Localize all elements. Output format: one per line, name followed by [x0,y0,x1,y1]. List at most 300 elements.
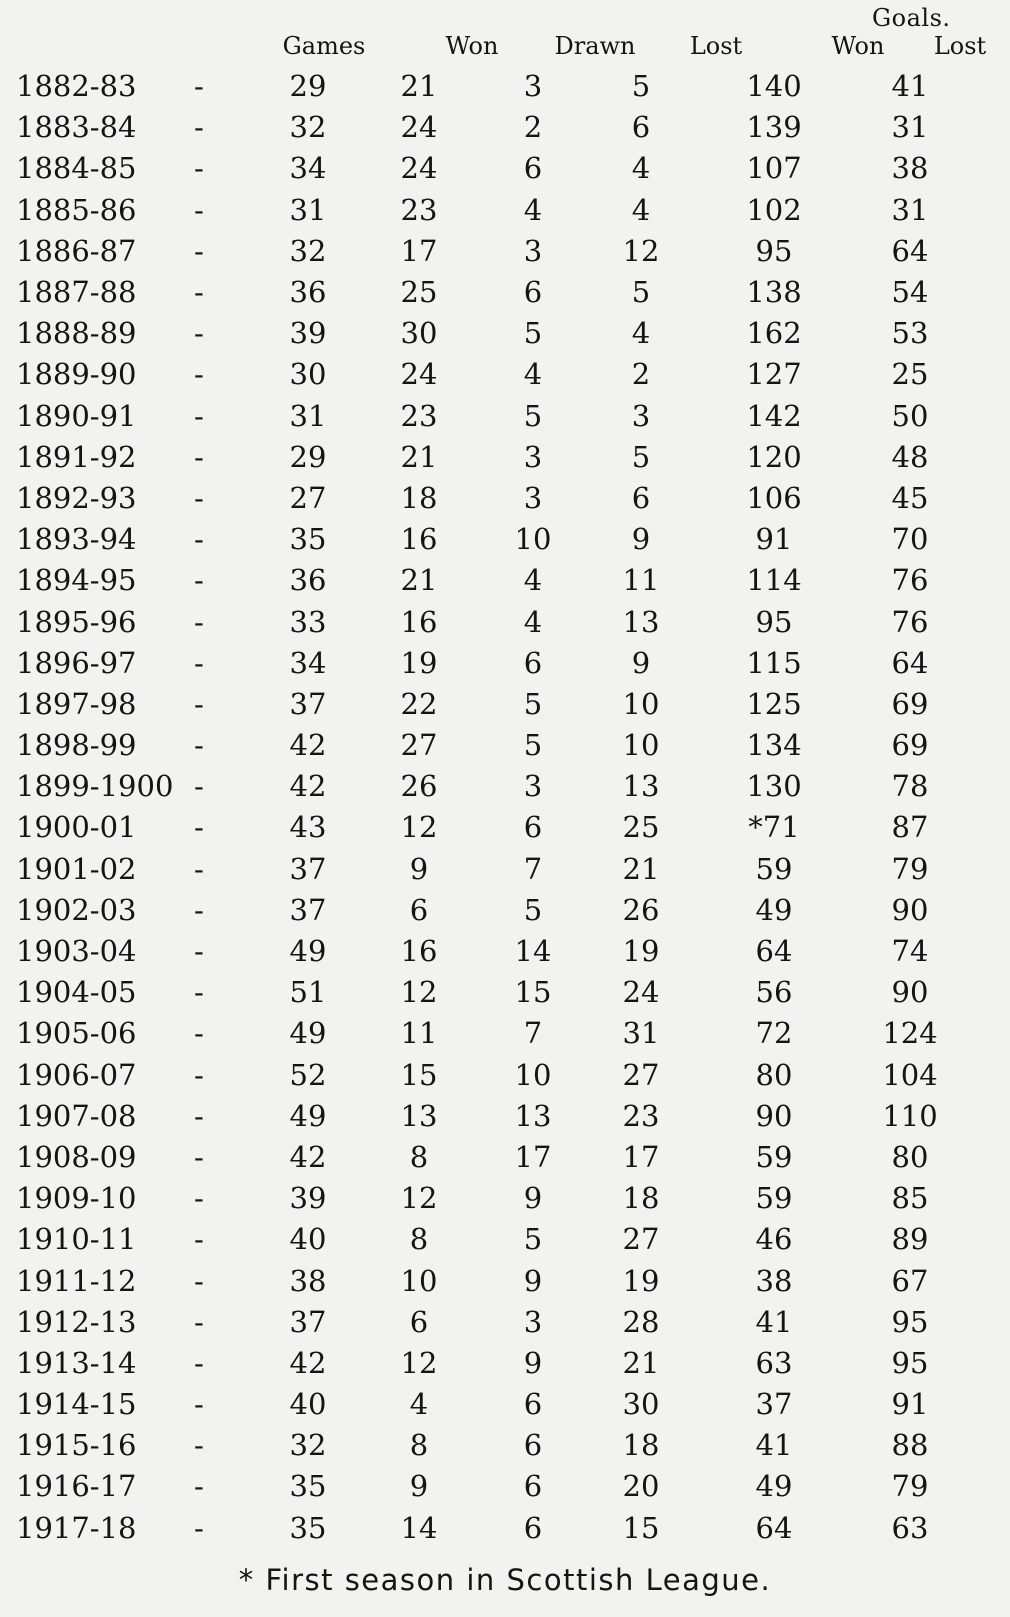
cell-goals-lost: 80 [891,1139,929,1174]
cell-drawn: 3 [523,69,543,104]
cell-goals-won: 59 [755,1139,793,1174]
cell-games: 29 [289,69,327,104]
cell-games: 32 [289,1428,327,1463]
cell-goals-won: 114 [746,563,802,598]
cell-lost: 9 [631,645,651,680]
cell-drawn: 6 [523,1387,543,1422]
cell-season: 1884-85 [16,151,137,186]
table-row [10,807,966,848]
cell-goals-won: 59 [755,1181,793,1216]
cell-goals-won: 80 [755,1057,793,1092]
cell-dash: - [194,892,204,927]
season-records-body [10,66,966,1549]
cell-goals-lost: 50 [891,398,929,433]
cell-goals-lost: 53 [891,316,929,351]
cell-games: 49 [289,1016,327,1051]
cell-drawn: 5 [523,892,543,927]
cell-goals-lost: 85 [891,1181,929,1216]
table-row [10,972,966,1013]
cell-dash: - [194,439,204,474]
cell-won: 9 [409,851,429,886]
cell-season: 1885-86 [16,192,137,227]
cell-goals-won: 64 [755,1510,793,1545]
table-row [10,1466,966,1507]
cell-drawn: 5 [523,398,543,433]
cell-games: 36 [289,563,327,598]
table-row [10,396,966,437]
cell-season: 1883-84 [16,110,137,145]
cell-games: 39 [289,316,327,351]
cell-season: 1903-04 [16,934,137,969]
cell-dash: - [194,1387,204,1422]
cell-goals-lost: 31 [891,192,929,227]
cell-games: 42 [289,1139,327,1174]
table-row [10,66,966,107]
cell-dash: - [194,151,204,186]
cell-drawn: 4 [523,357,543,392]
cell-games: 36 [289,275,327,310]
cell-lost: 10 [622,728,660,763]
cell-goals-won: 120 [746,439,802,474]
cell-goals-won: 38 [755,1263,793,1298]
cell-won: 23 [400,192,438,227]
cell-won: 8 [409,1222,429,1257]
cell-drawn: 6 [523,1469,543,1504]
cell-drawn: 5 [523,316,543,351]
cell-goals-won: 90 [755,1098,793,1133]
cell-games: 40 [289,1387,327,1422]
cell-won: 8 [409,1428,429,1463]
cell-games: 40 [289,1222,327,1257]
cell-games: 37 [289,686,327,721]
cell-goals-won: 107 [746,151,802,186]
cell-games: 31 [289,192,327,227]
header-games: Games [282,32,366,60]
cell-drawn: 6 [523,810,543,845]
cell-games: 35 [289,522,327,557]
cell-season: 1908-09 [16,1139,137,1174]
cell-won: 16 [400,604,438,639]
table-row [10,643,966,684]
cell-dash: - [194,1222,204,1257]
cell-won: 24 [400,151,438,186]
table-row [10,107,966,148]
cell-season: 1904-05 [16,975,137,1010]
cell-dash: - [194,563,204,598]
cell-won: 21 [400,439,438,474]
cell-goals-lost: 48 [891,439,929,474]
cell-drawn: 10 [514,522,552,557]
cell-lost: 13 [622,769,660,804]
cell-goals-won: 41 [755,1304,793,1339]
cell-drawn: 10 [514,1057,552,1092]
cell-goals-won: 95 [755,233,793,268]
cell-drawn: 3 [523,1304,543,1339]
cell-goals-lost: 70 [891,522,929,557]
cell-goals-won: 138 [746,275,802,310]
cell-won: 22 [400,686,438,721]
cell-season: 1906-07 [16,1057,137,1092]
cell-dash: - [194,275,204,310]
cell-won: 21 [400,563,438,598]
cell-goals-lost: 91 [891,1387,929,1422]
cell-goals-won: *71 [748,810,800,845]
cell-games: 42 [289,728,327,763]
cell-goals-won: 130 [746,769,802,804]
cell-season: 1887-88 [16,275,137,310]
cell-goals-lost: 25 [891,357,929,392]
cell-goals-lost: 76 [891,604,929,639]
cell-lost: 17 [622,1139,660,1174]
cell-drawn: 4 [523,192,543,227]
cell-drawn: 3 [523,439,543,474]
cell-season: 1888-89 [16,316,137,351]
cell-goals-won: 41 [755,1428,793,1463]
cell-goals-lost: 63 [891,1510,929,1545]
cell-goals-lost: 88 [891,1428,929,1463]
cell-goals-lost: 90 [891,892,929,927]
header-goals-won: Won [831,32,885,60]
cell-drawn: 14 [514,934,552,969]
cell-dash: - [194,645,204,680]
cell-games: 37 [289,851,327,886]
table-row [10,684,966,725]
cell-goals-lost: 87 [891,810,929,845]
cell-drawn: 7 [523,1016,543,1051]
cell-won: 25 [400,275,438,310]
cell-season: 1914-15 [16,1387,137,1422]
cell-won: 15 [400,1057,438,1092]
cell-goals-lost: 31 [891,110,929,145]
cell-won: 12 [400,1345,438,1380]
cell-goals-won: 64 [755,934,793,969]
cell-goals-lost: 64 [891,645,929,680]
cell-won: 6 [409,1304,429,1339]
cell-won: 8 [409,1139,429,1174]
cell-goals-won: 72 [755,1016,793,1051]
cell-drawn: 13 [514,1098,552,1133]
cell-goals-won: 63 [755,1345,793,1380]
cell-season: 1892-93 [16,480,137,515]
cell-dash: - [194,1098,204,1133]
cell-lost: 5 [631,275,651,310]
cell-dash: - [194,769,204,804]
cell-won: 9 [409,1469,429,1504]
cell-goals-lost: 110 [882,1098,938,1133]
cell-season: 1882-83 [16,69,137,104]
cell-lost: 28 [622,1304,660,1339]
cell-lost: 10 [622,686,660,721]
table-row [10,478,966,519]
cell-season: 1886-87 [16,233,137,268]
table-row [10,1302,966,1343]
table-row [10,272,966,313]
cell-games: 29 [289,439,327,474]
table-row [10,354,966,395]
cell-season: 1905-06 [16,1016,137,1051]
header-drawn: Drawn [554,32,636,60]
cell-goals-lost: 69 [891,728,929,763]
cell-won: 11 [400,1016,438,1051]
table-row [10,890,966,931]
cell-goals-lost: 79 [891,1469,929,1504]
cell-season: 1900-01 [16,810,137,845]
cell-lost: 12 [622,233,660,268]
cell-goals-lost: 95 [891,1345,929,1380]
cell-games: 52 [289,1057,327,1092]
cell-lost: 9 [631,522,651,557]
table-row [10,1178,966,1219]
table-row [10,601,966,642]
cell-season: 1899-1900 [16,769,174,804]
cell-drawn: 5 [523,728,543,763]
cell-goals-lost: 78 [891,769,929,804]
cell-drawn: 6 [523,1428,543,1463]
cell-dash: - [194,728,204,763]
cell-won: 12 [400,810,438,845]
cell-goals-won: 142 [746,398,802,433]
cell-games: 39 [289,1181,327,1216]
cell-goals-won: 37 [755,1387,793,1422]
cell-drawn: 5 [523,1222,543,1257]
cell-goals-won: 139 [746,110,802,145]
cell-lost: 19 [622,934,660,969]
goals-group-heading: Goals. [872,4,951,32]
cell-drawn: 6 [523,275,543,310]
table-row [10,148,966,189]
cell-won: 12 [400,975,438,1010]
table-row [10,437,966,478]
cell-lost: 21 [622,851,660,886]
cell-lost: 6 [631,110,651,145]
cell-dash: - [194,975,204,1010]
cell-season: 1916-17 [16,1469,137,1504]
cell-won: 6 [409,892,429,927]
table-row [10,725,966,766]
cell-goals-lost: 54 [891,275,929,310]
cell-drawn: 5 [523,686,543,721]
cell-games: 37 [289,1304,327,1339]
cell-won: 27 [400,728,438,763]
cell-games: 42 [289,769,327,804]
cell-dash: - [194,1263,204,1298]
cell-games: 35 [289,1510,327,1545]
cell-season: 1901-02 [16,851,137,886]
cell-won: 13 [400,1098,438,1133]
column-header-row [0,32,1010,66]
cell-games: 32 [289,233,327,268]
cell-dash: - [194,851,204,886]
cell-goals-lost: 104 [882,1057,938,1092]
cell-season: 1893-94 [16,522,137,557]
cell-games: 34 [289,151,327,186]
table-row [10,1384,966,1425]
cell-lost: 6 [631,480,651,515]
cell-dash: - [194,398,204,433]
cell-goals-won: 49 [755,892,793,927]
table-row [10,849,966,890]
cell-lost: 4 [631,316,651,351]
cell-dash: - [194,1469,204,1504]
cell-lost: 20 [622,1469,660,1504]
header-goals-lost: Lost [933,32,987,60]
cell-goals-won: 102 [746,192,802,227]
cell-lost: 19 [622,1263,660,1298]
cell-dash: - [194,934,204,969]
cell-dash: - [194,69,204,104]
cell-goals-lost: 67 [891,1263,929,1298]
table-row [10,1219,966,1260]
header-lost: Lost [689,32,743,60]
table-row [10,190,966,231]
cell-lost: 3 [631,398,651,433]
cell-goals-lost: 74 [891,934,929,969]
table-row [10,313,966,354]
cell-games: 27 [289,480,327,515]
season-records-table [10,66,966,1549]
cell-won: 23 [400,398,438,433]
cell-games: 30 [289,357,327,392]
cell-lost: 2 [631,357,651,392]
cell-won: 4 [409,1387,429,1422]
cell-lost: 26 [622,892,660,927]
cell-won: 16 [400,934,438,969]
cell-games: 37 [289,892,327,927]
cell-lost: 15 [622,1510,660,1545]
table-row [10,1508,966,1549]
cell-lost: 13 [622,604,660,639]
cell-games: 51 [289,975,327,1010]
cell-drawn: 6 [523,151,543,186]
cell-lost: 23 [622,1098,660,1133]
cell-season: 1913-14 [16,1345,137,1380]
cell-lost: 31 [622,1016,660,1051]
cell-goals-won: 115 [746,645,802,680]
cell-goals-won: 91 [755,522,793,557]
cell-games: 33 [289,604,327,639]
cell-dash: - [194,686,204,721]
cell-drawn: 4 [523,563,543,598]
table-row [10,231,966,272]
cell-lost: 25 [622,810,660,845]
cell-goals-won: 46 [755,1222,793,1257]
cell-season: 1890-91 [16,398,137,433]
table-row [10,1260,966,1301]
cell-season: 1896-97 [16,645,137,680]
cell-drawn: 15 [514,975,552,1010]
cell-goals-won: 56 [755,975,793,1010]
cell-dash: - [194,810,204,845]
cell-dash: - [194,110,204,145]
cell-lost: 4 [631,192,651,227]
cell-goals-lost: 89 [891,1222,929,1257]
cell-goals-lost: 41 [891,69,929,104]
cell-lost: 30 [622,1387,660,1422]
cell-won: 26 [400,769,438,804]
cell-season: 1915-16 [16,1428,137,1463]
cell-goals-lost: 90 [891,975,929,1010]
table-row [10,1055,966,1096]
cell-games: 49 [289,934,327,969]
cell-goals-won: 49 [755,1469,793,1504]
footnote: * First season in Scottish League. [238,1563,772,1597]
table-row [10,1013,966,1054]
cell-drawn: 9 [523,1181,543,1216]
cell-season: 1917-18 [16,1510,137,1545]
cell-games: 31 [289,398,327,433]
cell-drawn: 17 [514,1139,552,1174]
cell-dash: - [194,357,204,392]
table-row [10,519,966,560]
cell-lost: 5 [631,439,651,474]
cell-goals-won: 95 [755,604,793,639]
cell-season: 1912-13 [16,1304,137,1339]
cell-drawn: 3 [523,233,543,268]
cell-dash: - [194,522,204,557]
cell-drawn: 2 [523,110,543,145]
cell-dash: - [194,1510,204,1545]
cell-season: 1891-92 [16,439,137,474]
cell-dash: - [194,604,204,639]
cell-won: 24 [400,110,438,145]
cell-goals-lost: 64 [891,233,929,268]
cell-won: 16 [400,522,438,557]
cell-dash: - [194,1345,204,1380]
cell-season: 1911-12 [16,1263,137,1298]
cell-won: 18 [400,480,438,515]
cell-games: 42 [289,1345,327,1380]
cell-dash: - [194,1016,204,1051]
cell-drawn: 4 [523,604,543,639]
cell-dash: - [194,1181,204,1216]
table-row [10,560,966,601]
cell-games: 32 [289,110,327,145]
cell-goals-lost: 38 [891,151,929,186]
cell-dash: - [194,192,204,227]
cell-drawn: 9 [523,1263,543,1298]
table-row [10,931,966,972]
cell-dash: - [194,1304,204,1339]
cell-season: 1909-10 [16,1181,137,1216]
cell-lost: 21 [622,1345,660,1380]
cell-dash: - [194,316,204,351]
cell-won: 21 [400,69,438,104]
cell-season: 1907-08 [16,1098,137,1133]
cell-goals-lost: 69 [891,686,929,721]
cell-won: 14 [400,1510,438,1545]
cell-games: 38 [289,1263,327,1298]
cell-drawn: 3 [523,769,543,804]
cell-season: 1898-99 [16,728,137,763]
table-row [10,1096,966,1137]
cell-drawn: 6 [523,1510,543,1545]
table-row [10,1343,966,1384]
cell-dash: - [194,1428,204,1463]
cell-goals-won: 162 [746,316,802,351]
cell-goals-won: 106 [746,480,802,515]
cell-lost: 27 [622,1057,660,1092]
cell-dash: - [194,233,204,268]
table-row [10,1425,966,1466]
cell-lost: 27 [622,1222,660,1257]
cell-won: 24 [400,357,438,392]
cell-lost: 18 [622,1181,660,1216]
cell-goals-lost: 124 [882,1016,938,1051]
cell-goals-won: 134 [746,728,802,763]
cell-games: 34 [289,645,327,680]
cell-goals-won: 59 [755,851,793,886]
cell-drawn: 9 [523,1345,543,1380]
